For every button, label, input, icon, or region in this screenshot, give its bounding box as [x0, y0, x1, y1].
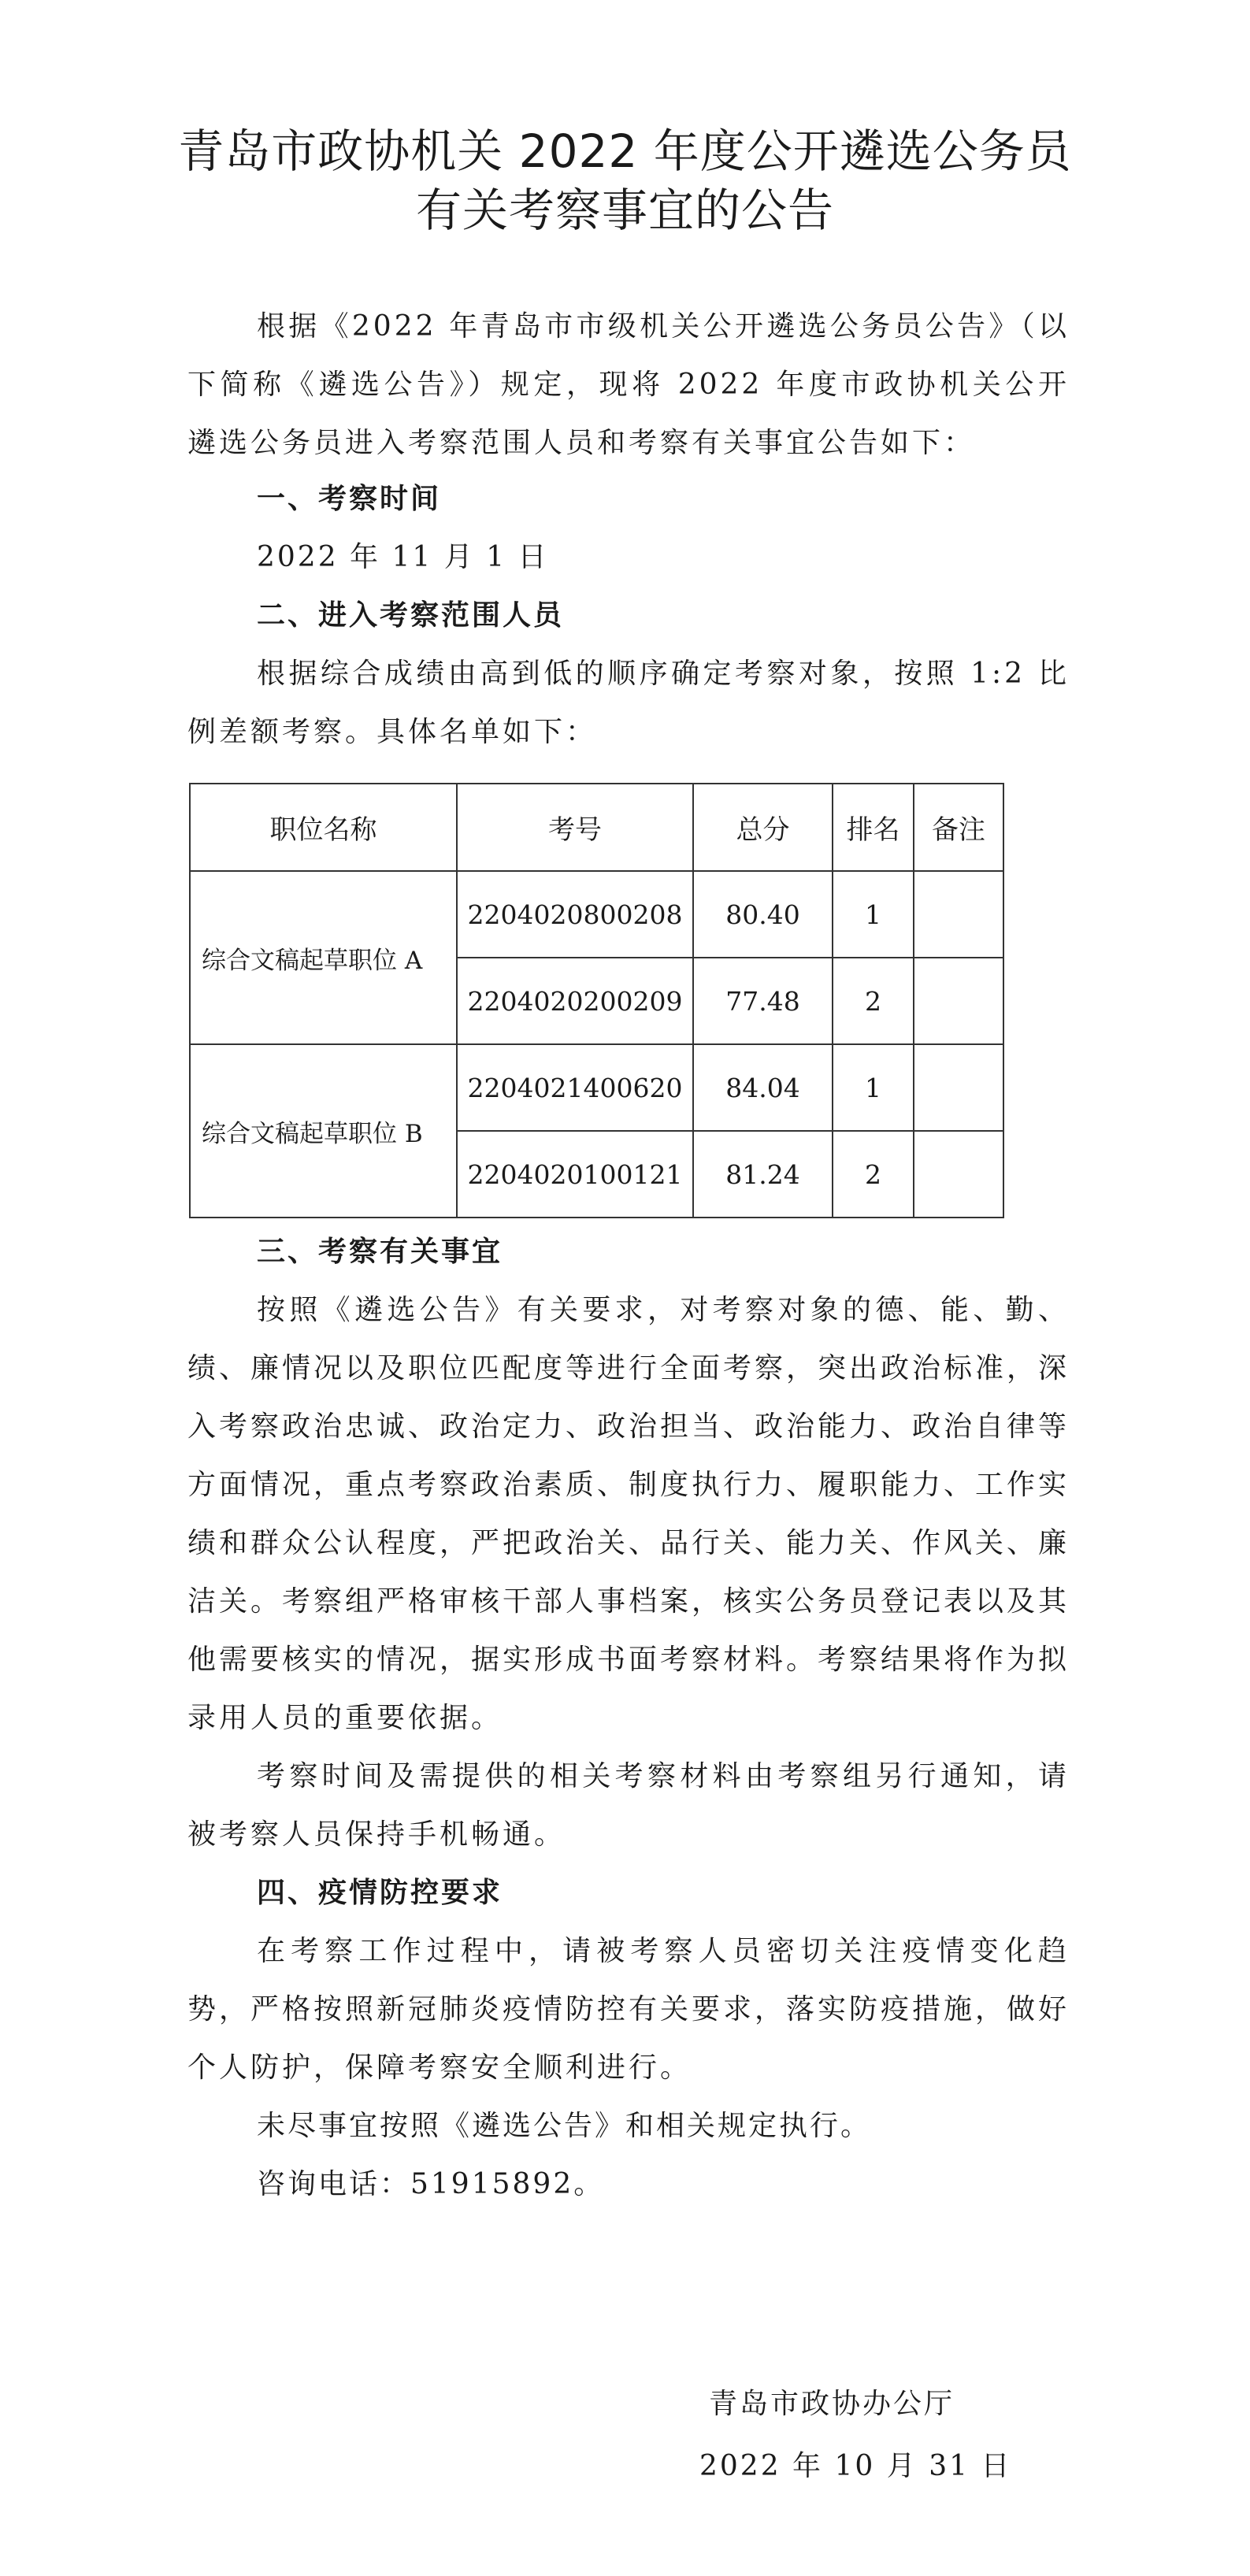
notice-title-line2: 有关考察事宜的公告	[415, 183, 834, 237]
table-row	[190, 1044, 1003, 1131]
header-rank: 排名	[833, 784, 914, 871]
issuing-organization: 青岛市政协办公厅	[709, 2388, 955, 2420]
rank-cell: 1	[833, 1044, 914, 1131]
position-cell: 综合文稿起草职位 B	[190, 1044, 457, 1218]
section3-paragraph1: 按照《遴选公告》有关要求，对考察对象的德、能、勤、绩、廉情况以及职位匹配度等进行全面考察，突出政治标准，深入考察政治忠诚、政治定力、政治担当、政治能力、政治自律等方面情况，重点考察政治素质、制度执行力、履职能力、工作实绩和群众公认程度，严把政治关、品行关、能力关、作风关、廉洁关。考察组严格审核干部人事档案，核实公务员登记表以及其他需要核实的情况，据实形成书面考察材料。考察结果将作为拟录用人员的重要依据。	[187, 1294, 1070, 1734]
section2-text: 根据综合成绩由高到低的顺序确定考察对象，按照 1:2 比例差额考察。具体名单如下：	[187, 658, 1070, 748]
exam-no-cell: 2204020100121	[457, 1131, 693, 1218]
note-cell	[914, 1044, 1003, 1131]
inspection-date: 2022 年 11 月 1 日	[257, 541, 549, 573]
issue-date: 2022 年 10 月 31 日	[699, 2450, 1012, 2482]
note-cell	[914, 958, 1003, 1044]
rank-cell: 2	[833, 1131, 914, 1218]
score-cell: 84.04	[693, 1044, 833, 1131]
position-cell: 综合文稿起草职位 A	[190, 871, 457, 1044]
section2-heading: 二、进入考察范围人员	[257, 599, 565, 632]
exam-no-cell: 2204020800208	[457, 871, 693, 958]
score-cell: 77.48	[693, 958, 833, 1044]
rank-cell: 2	[833, 958, 914, 1044]
exam-no-cell: 2204021400620	[457, 1044, 693, 1131]
section3-heading: 三、考察有关事宜	[257, 1236, 503, 1268]
header-note: 备注	[914, 784, 1003, 871]
section4-heading: 四、疫情防控要求	[257, 1877, 503, 1909]
note-cell	[914, 871, 1003, 958]
header-score: 总分	[693, 784, 833, 871]
intro-paragraph: 根据《2022 年青岛市市级机关公开遴选公务员公告》（以下简称《遴选公告》）规定，现将 2022 年度市政协机关公开遴选公务员进入考察范围人员和考察有关事宜公告如下：	[187, 310, 1070, 459]
table-row	[190, 871, 1003, 958]
exam-no-cell: 2204020200209	[457, 958, 693, 1044]
rank-cell: 1	[833, 871, 914, 958]
header-exam-no: 考号	[457, 784, 693, 871]
notice-title-line1: 青岛市政协机关 2022 年度公开遴选公务员	[178, 124, 1072, 178]
contact-phone: 咨询电话：51915892。	[257, 2168, 605, 2200]
header-position: 职位名称	[190, 784, 457, 871]
score-cell: 80.40	[693, 871, 833, 958]
closing-text: 未尽事宜按照《遴选公告》和相关规定执行。	[257, 2110, 872, 2142]
section4-paragraph1: 在考察工作过程中，请被考察人员密切关注疫情变化趋势，严格按照新冠肺炎疫情防控有关要求，落实防疫措施，做好个人防护，保障考察安全顺利进行。	[187, 1935, 1070, 2084]
section3-paragraph2: 考察时间及需提供的相关考察材料由考察组另行通知，请被考察人员保持手机畅通。	[187, 1760, 1070, 1851]
table-header-row	[190, 784, 1003, 871]
score-cell: 81.24	[693, 1131, 833, 1218]
note-cell	[914, 1131, 1003, 1218]
section1-heading: 一、考察时间	[257, 483, 442, 515]
candidate-table	[189, 783, 1004, 1218]
